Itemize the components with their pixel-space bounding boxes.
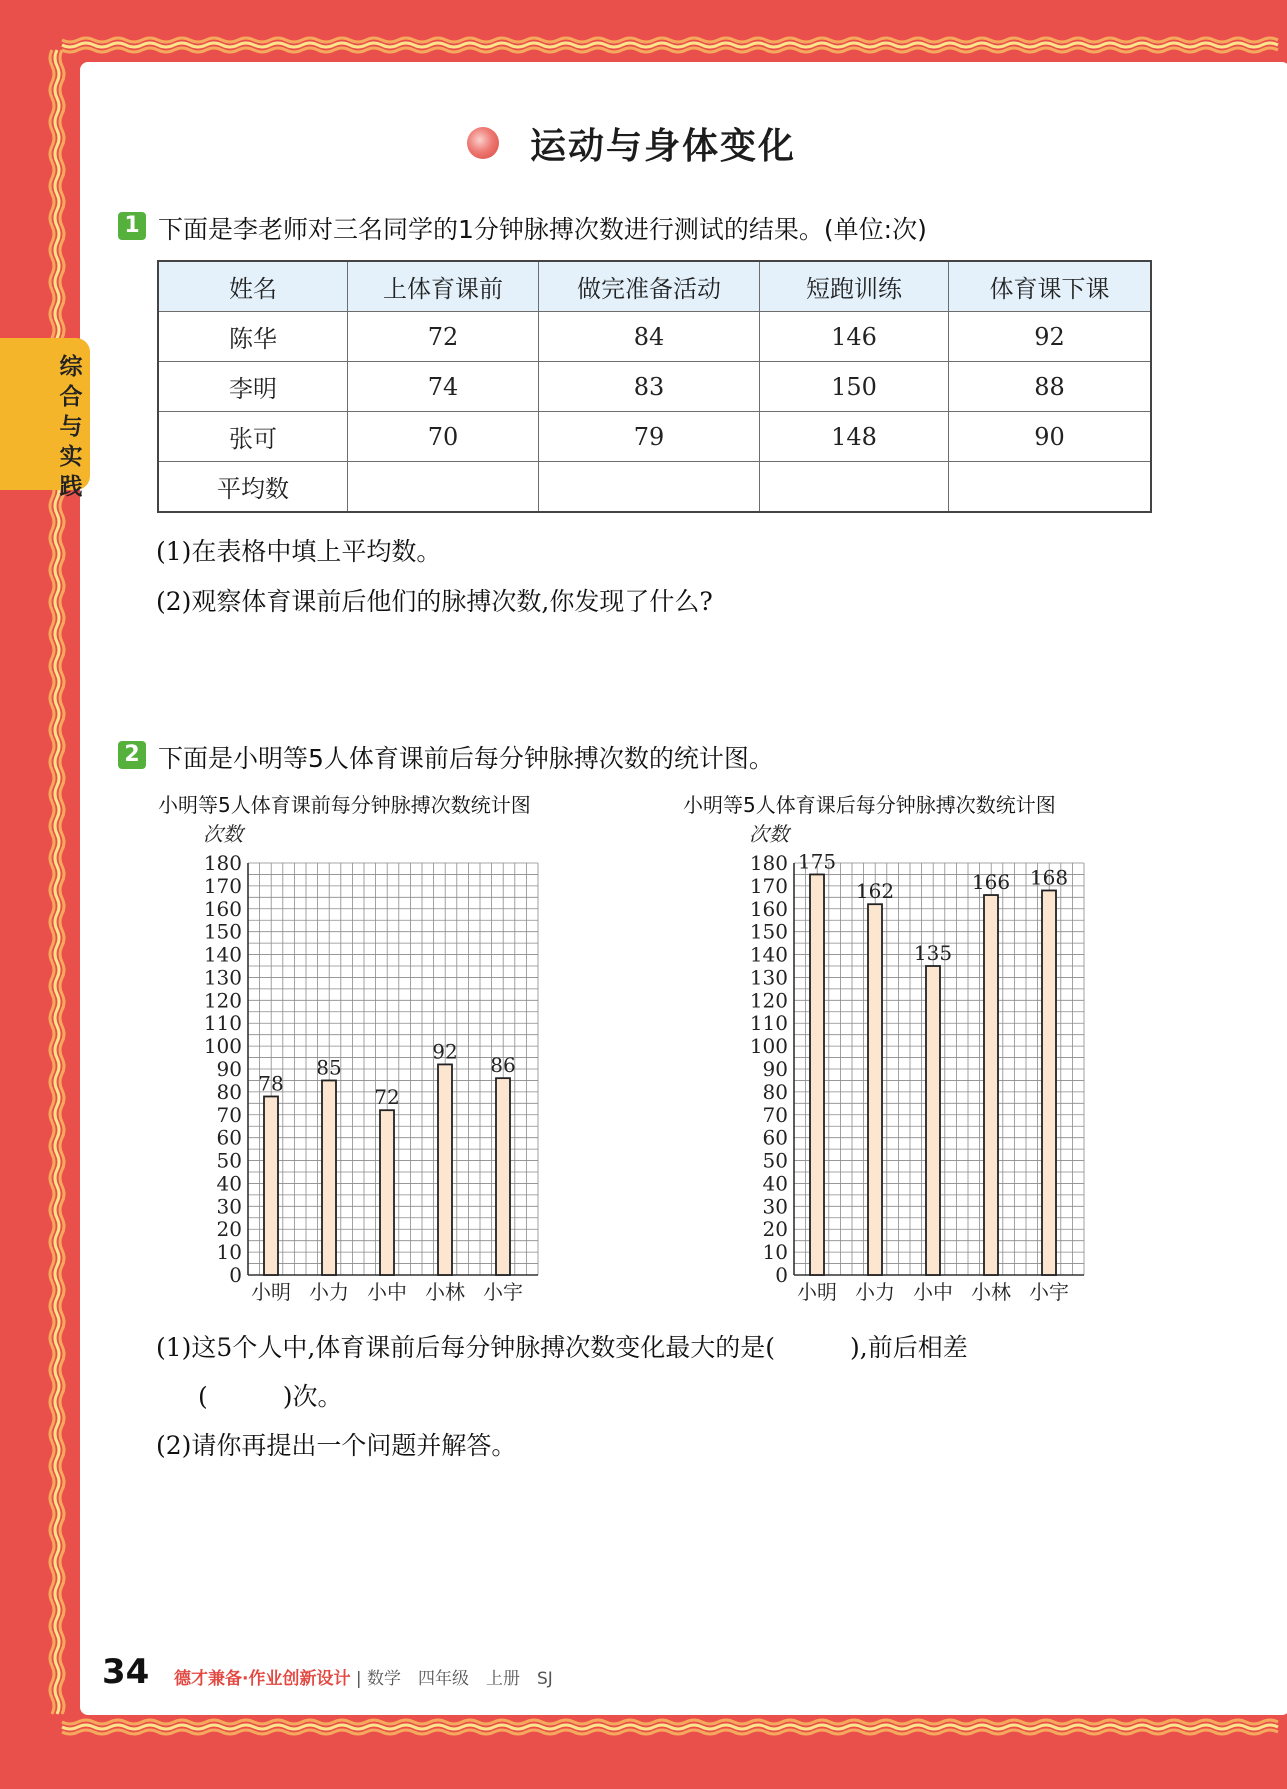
data-label: 168 (1029, 865, 1069, 890)
y-tick-label: 40 (216, 1171, 242, 1196)
footer-text (174, 1664, 553, 1689)
y-tick-label: 140 (203, 942, 242, 967)
average-answer-cell[interactable] (539, 462, 760, 513)
table-cell: 146 (760, 312, 949, 362)
title-bullet-icon (467, 127, 499, 159)
question-2-sub-1-line-2: ( )次。 (198, 1382, 343, 1411)
table-header: 短跑训练 (760, 261, 949, 312)
x-tick-label: 小宇 (1029, 1280, 1069, 1304)
average-answer-cell[interactable] (760, 462, 949, 513)
x-tick-label: 小明 (251, 1280, 291, 1304)
y-tick-label: 50 (762, 1148, 788, 1173)
frame-wave (60, 50, 64, 1714)
y-tick-label: 0 (229, 1263, 242, 1287)
x-tick-label: 小林 (425, 1280, 465, 1304)
data-label: 86 (490, 1053, 516, 1078)
y-tick-label: 180 (749, 851, 788, 875)
table-cell: 74 (348, 362, 539, 412)
y-tick-label: 100 (203, 1034, 242, 1059)
question-2-sub-2: (2)请你再提出一个问题并解答。 (156, 1431, 517, 1460)
y-tick-label: 110 (749, 1011, 788, 1036)
bar (380, 1110, 394, 1275)
question-1-badge: 1 (118, 212, 146, 240)
y-tick-label: 150 (749, 919, 788, 944)
data-label: 85 (316, 1055, 342, 1080)
y-tick-label: 90 (216, 1057, 242, 1081)
data-label: 72 (374, 1085, 400, 1110)
y-tick-label: 170 (203, 873, 242, 898)
table-cell: 148 (760, 412, 949, 462)
table-header: 做完准备活动 (539, 261, 760, 312)
y-tick-label: 50 (216, 1148, 242, 1173)
y-tick-label: 60 (762, 1125, 788, 1150)
data-label: 78 (258, 1071, 284, 1096)
table-row (158, 312, 1151, 362)
table-cell: 79 (539, 412, 760, 462)
y-tick-label: 30 (216, 1194, 242, 1219)
table-header: 上体育课前 (348, 261, 539, 312)
table-cell: 70 (348, 412, 539, 462)
table-cell: 李明 (158, 362, 348, 412)
table-row (158, 412, 1151, 462)
x-tick-label: 小宇 (483, 1280, 523, 1304)
bar (926, 966, 940, 1275)
y-tick-label: 180 (203, 851, 242, 875)
table-cell: 150 (760, 362, 949, 412)
average-answer-cell[interactable] (949, 462, 1152, 513)
table-header-row (158, 261, 1151, 312)
table-header: 体育课下课 (949, 261, 1152, 312)
bar (810, 874, 824, 1275)
bar (984, 895, 998, 1275)
footer-info: | 数学 四年级 上册 SJ (355, 1669, 553, 1689)
data-label: 162 (855, 879, 895, 904)
y-tick-label: 160 (203, 896, 242, 921)
y-tick-label: 110 (203, 1011, 242, 1036)
chart-1-title: 小明等5人体育课前每分钟脉搏次数统计图 (158, 793, 531, 817)
question-1-sub-2: (2)观察体育课前后他们的脉搏次数,你发现了什么? (156, 587, 713, 616)
y-tick-label: 140 (749, 942, 788, 967)
y-tick-label: 130 (203, 965, 242, 990)
table-cell: 90 (949, 412, 1152, 462)
table-cell: 张可 (158, 412, 348, 462)
table-row-average (158, 462, 1151, 513)
y-tick-label: 90 (762, 1057, 788, 1081)
table-cell: 83 (539, 362, 760, 412)
bar (496, 1078, 510, 1275)
frame-wave (50, 50, 54, 1714)
frame-wave (62, 38, 1278, 42)
x-tick-label: 小林 (971, 1280, 1011, 1304)
frame-wave (62, 1725, 1278, 1729)
bar (1042, 890, 1056, 1275)
y-tick-label: 0 (775, 1263, 788, 1287)
y-tick-label: 80 (216, 1079, 242, 1104)
y-tick-label: 10 (216, 1240, 242, 1265)
page-number: 34 (102, 1652, 150, 1692)
table-header: 姓名 (158, 261, 348, 312)
y-tick-label: 100 (749, 1034, 788, 1059)
data-label: 175 (797, 849, 837, 874)
question-1-text: 下面是李老师对三名同学的1分钟脉搏次数进行测试的结果。(单位:次) (158, 215, 927, 244)
pulse-table (157, 260, 1152, 513)
y-tick-label: 120 (749, 988, 788, 1013)
table-row (158, 362, 1151, 412)
y-tick-label: 170 (749, 873, 788, 898)
y-tick-label: 160 (749, 896, 788, 921)
data-label: 135 (913, 941, 953, 965)
frame-wave (62, 1730, 1278, 1734)
table-cell: 84 (539, 312, 760, 362)
frame-wave (62, 48, 1278, 52)
x-tick-label: 小明 (797, 1280, 837, 1304)
frame-wave (62, 1720, 1278, 1724)
chart-after-class (726, 815, 1106, 1315)
side-tab-label: 综合与实践 (59, 354, 83, 500)
y-tick-label: 80 (762, 1079, 788, 1104)
y-tick-label: 120 (203, 988, 242, 1013)
frame-wave (62, 43, 1278, 47)
x-tick-label: 小中 (913, 1280, 953, 1304)
table-cell: 92 (949, 312, 1152, 362)
data-label: 92 (432, 1039, 458, 1064)
y-tick-label: 20 (762, 1217, 788, 1242)
footer-brand: 德才兼备·作业创新设计 (174, 1669, 351, 1689)
bar (264, 1096, 278, 1275)
y-tick-label: 70 (762, 1102, 788, 1127)
data-label: 166 (971, 870, 1011, 895)
bar (438, 1064, 452, 1275)
table-cell: 平均数 (158, 462, 348, 513)
y-tick-label: 130 (749, 965, 788, 990)
table-cell: 88 (949, 362, 1152, 412)
page-title: 运动与身体变化 (530, 126, 797, 167)
question-2-badge: 2 (118, 741, 146, 769)
bar (322, 1080, 336, 1275)
chart-2-title: 小明等5人体育课后每分钟脉搏次数统计图 (683, 793, 1056, 817)
bar (868, 904, 882, 1275)
y-tick-label: 60 (216, 1125, 242, 1150)
frame-wave (55, 50, 59, 1714)
question-2-text: 下面是小明等5人体育课前后每分钟脉搏次数的统计图。 (158, 744, 774, 773)
table-cell: 陈华 (158, 312, 348, 362)
x-tick-label: 小力 (855, 1280, 895, 1304)
x-tick-label: 小力 (309, 1280, 349, 1304)
y-tick-label: 20 (216, 1217, 242, 1242)
y-tick-label: 150 (203, 919, 242, 944)
y-axis-label: 次数 (203, 822, 243, 846)
y-tick-label: 10 (762, 1240, 788, 1265)
x-tick-label: 小中 (367, 1280, 407, 1304)
y-tick-label: 30 (762, 1194, 788, 1219)
question-1-sub-1: (1)在表格中填上平均数。 (156, 537, 442, 566)
y-tick-label: 70 (216, 1102, 242, 1127)
average-answer-cell[interactable] (348, 462, 539, 513)
y-tick-label: 40 (762, 1171, 788, 1196)
y-axis-label: 次数 (749, 822, 789, 846)
question-2-sub-1-line-1: (1)这5个人中,体育课前后每分钟脉搏次数变化最大的是( ),前后相差 (156, 1333, 968, 1362)
chart-before-class (180, 815, 560, 1315)
table-cell: 72 (348, 312, 539, 362)
